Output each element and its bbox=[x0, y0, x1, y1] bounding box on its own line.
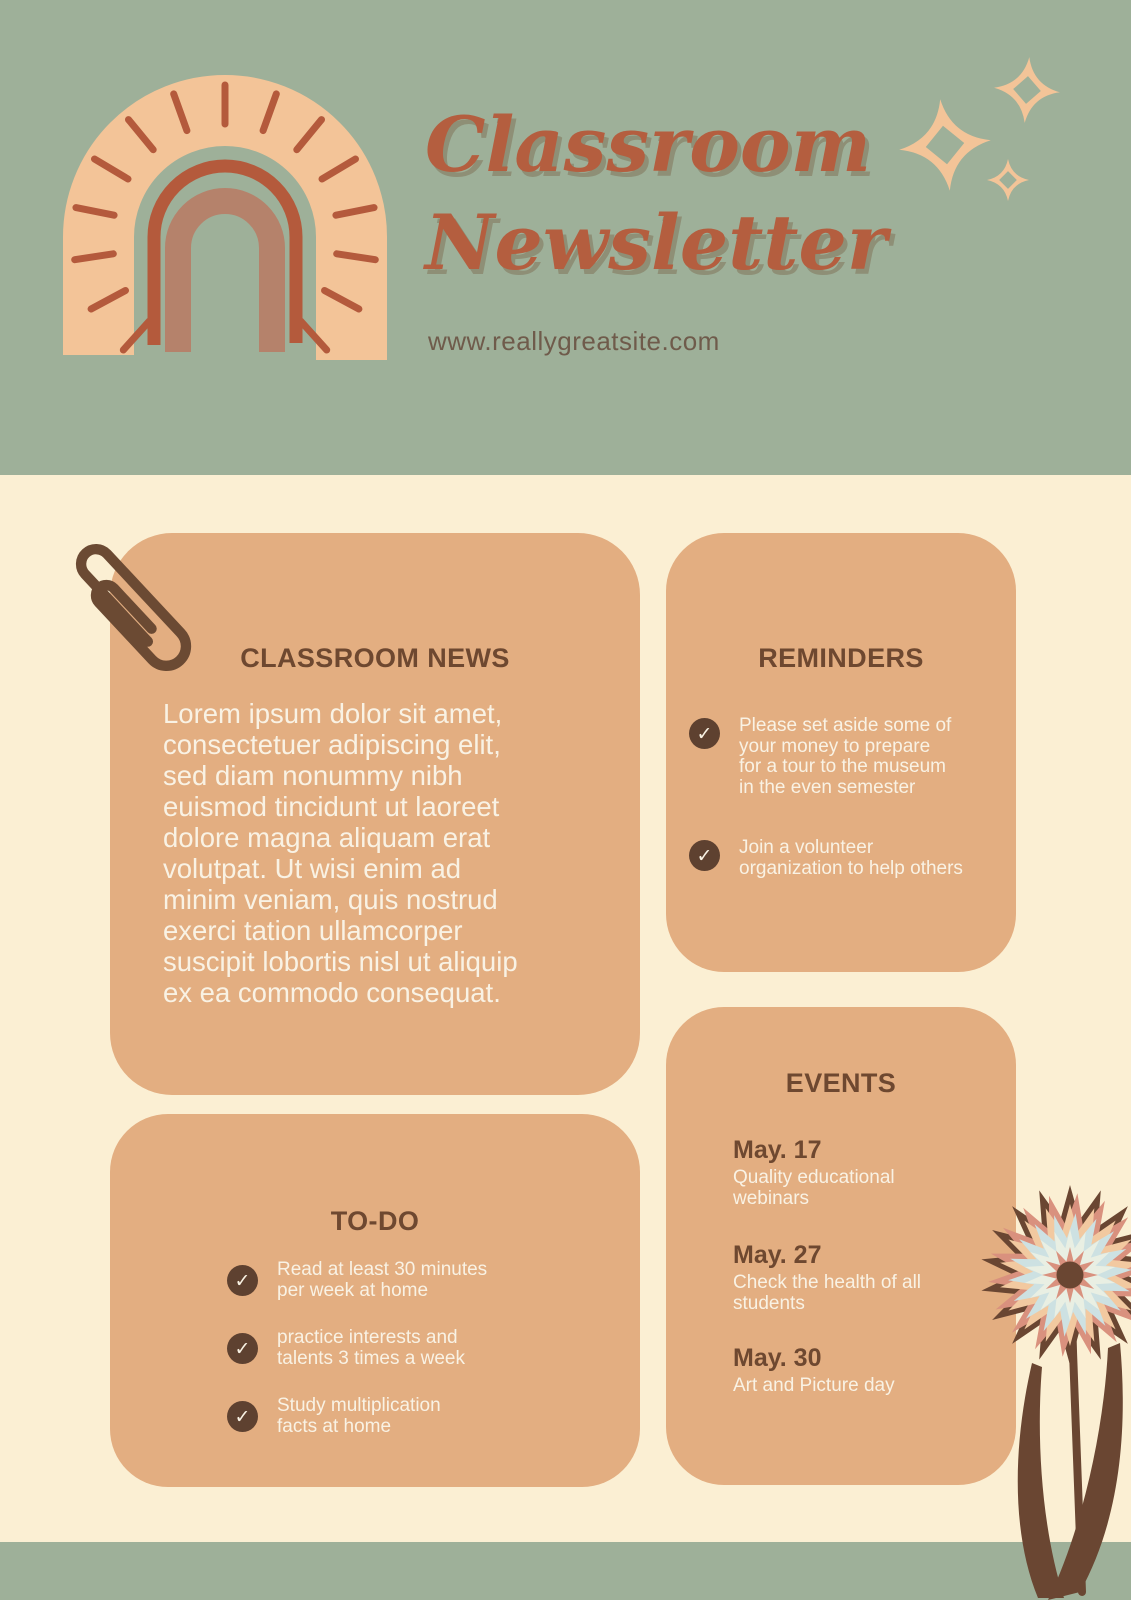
classroom-news-heading: CLASSROOM NEWS bbox=[240, 643, 510, 673]
event-item bbox=[733, 1137, 895, 1209]
todo-heading: TO-DO bbox=[330, 1206, 420, 1236]
reminders-card bbox=[666, 533, 1016, 972]
event-description: Check the health of all students bbox=[733, 1272, 922, 1314]
check-icon: ✓ bbox=[689, 718, 720, 749]
check-icon: ✓ bbox=[227, 1265, 258, 1296]
event-date: May. 17 bbox=[733, 1136, 822, 1164]
check-icon: ✓ bbox=[689, 840, 720, 871]
todo-item-text: practice interests and talents 3 times a week bbox=[277, 1327, 465, 1369]
list-item bbox=[689, 838, 963, 879]
header-banner bbox=[0, 0, 1131, 475]
events-heading: EVENTS bbox=[785, 1068, 897, 1098]
event-date: May. 27 bbox=[733, 1241, 822, 1269]
classroom-news-body: Lorem ipsum dolor sit amet, consectetuer adipiscing elit, sed diam nonummy nibh euismod tincidunt ut laoreet dolore magna aliquam erat volutpat. Ut wisi enim ad minim veniam, quis nostrud exerci tation ullamcorper suscipit lobortis nisl ut aliquip ex ea commodo consequat. bbox=[163, 698, 518, 1008]
page-title bbox=[425, 96, 895, 292]
paperclip-icon bbox=[60, 520, 215, 690]
check-icon: ✓ bbox=[227, 1333, 258, 1364]
list-item bbox=[689, 716, 963, 798]
rainbow-icon bbox=[50, 55, 410, 390]
reminders-list bbox=[689, 716, 963, 879]
page-title-line2: Newsletter bbox=[425, 198, 887, 287]
page-title-line1: Classroom bbox=[425, 100, 872, 189]
todo-card bbox=[110, 1114, 640, 1487]
event-item bbox=[733, 1345, 895, 1397]
todo-item-text: Study multiplication facts at home bbox=[277, 1395, 441, 1437]
event-date: May. 30 bbox=[733, 1344, 822, 1372]
reminders-heading: REMINDERS bbox=[758, 643, 924, 673]
event-item bbox=[733, 1242, 921, 1314]
list-item bbox=[227, 1396, 487, 1437]
event-description: Quality educational webinars bbox=[733, 1167, 895, 1209]
sparkles-icon bbox=[880, 40, 1090, 215]
list-item bbox=[227, 1260, 487, 1301]
event-description: Art and Picture day bbox=[733, 1375, 895, 1396]
list-item bbox=[227, 1328, 487, 1369]
reminder-item-text: Join a volunteer organization to help others bbox=[739, 837, 963, 879]
flower-icon bbox=[930, 1130, 1131, 1600]
check-icon: ✓ bbox=[227, 1401, 258, 1432]
todo-item-text: Read at least 30 minutes per week at home bbox=[277, 1259, 488, 1301]
todo-list bbox=[227, 1260, 487, 1437]
reminder-item-text: Please set aside some of your money to prepare for a tour to the museum in the even semester bbox=[739, 715, 952, 798]
website-link[interactable]: www.reallygreatsite.com bbox=[428, 326, 720, 356]
